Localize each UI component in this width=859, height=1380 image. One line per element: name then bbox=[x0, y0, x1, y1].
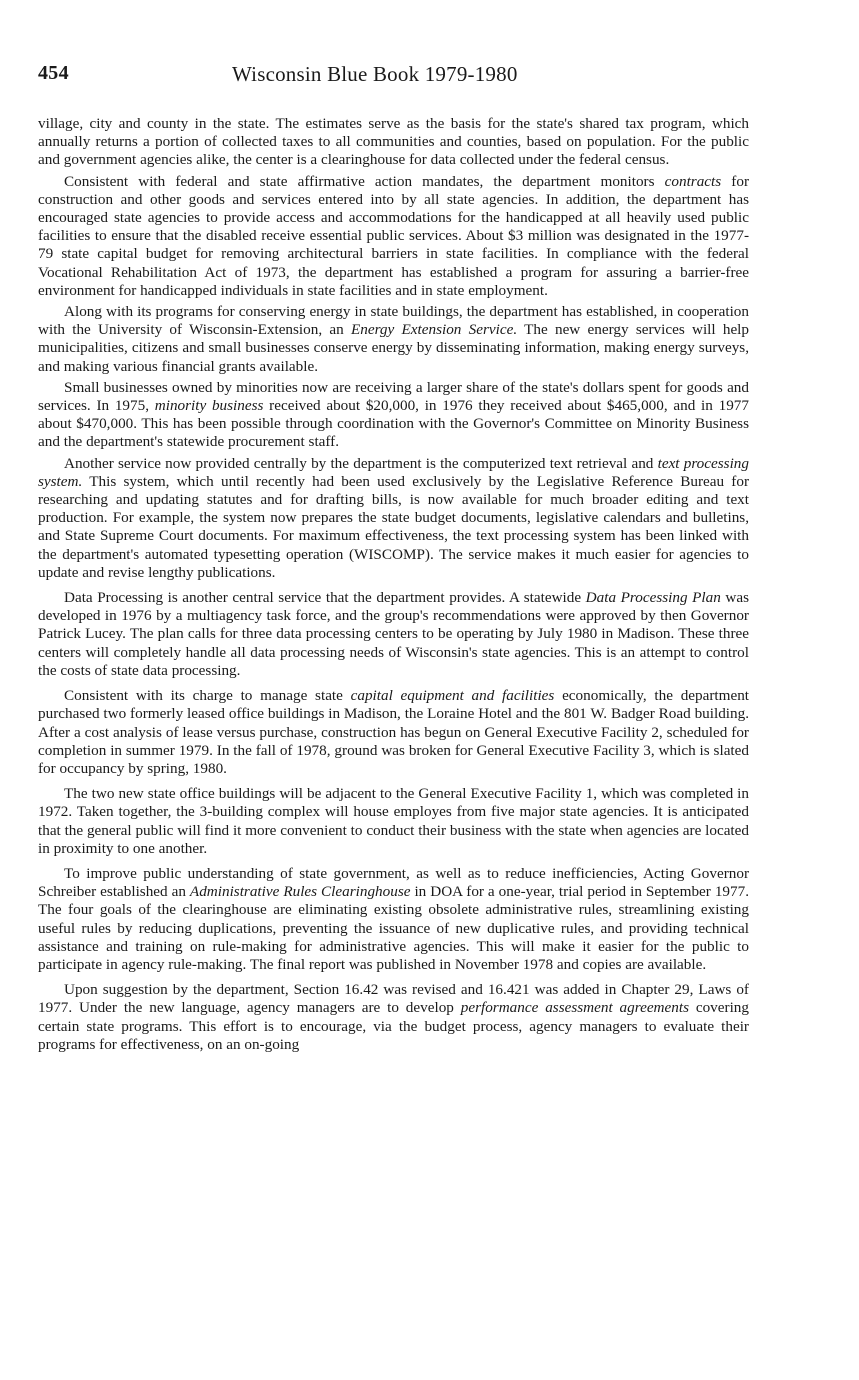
page-number: 454 bbox=[38, 62, 69, 84]
text-run: The new energy services will help municipalities, citizens and small businesses conserve energy by disseminating information, making energy surveys, and making various financial grants available. bbox=[38, 321, 749, 375]
text-run: was developed in 1976 by a multiagency task force, and the group's recommendations were approved by then Governor Patrick Lucey. The plan calls for three data processing centers to be operating by July 1980 in Madison. These three centers will completely handle all data processing needs of Wisconsin's state agencies. This is an attempt to control the costs of state data processing. bbox=[38, 589, 749, 679]
text-run: Another service now provided centrally by the department is the computerized text retrieval and bbox=[64, 454, 658, 472]
paragraph bbox=[38, 379, 749, 452]
text-run: To improve public understanding of state government, as well as to reduce inefficiencies, Acting Governor Schreiber established an bbox=[38, 864, 749, 901]
text-run: Small businesses owned by minorities now are receiving a larger share of the state's dollars spent for goods and services. In 1975, bbox=[38, 378, 749, 415]
running-title: Wisconsin Blue Book 1979-1980 bbox=[232, 62, 518, 86]
page-header bbox=[38, 62, 758, 90]
italic-term: performance assessment agreements bbox=[460, 999, 689, 1017]
paragraph bbox=[38, 865, 749, 974]
paragraph bbox=[38, 687, 749, 778]
paragraph bbox=[38, 303, 749, 376]
text-run: This system, which until recently had been used exclusively by the Legislative Reference Bureau for researching and updating statutes and for drafting bills, is now available for much broader editing and text production. For example, the system now prepares the state budget documents, legislative calendars and bulletins, and State Supreme Court documents. For maximum effectiveness, the text processing system has been linked with the department's automated typesetting operation (WISCOMP). The service makes it much easier for agencies to update and revise lengthy publications. bbox=[38, 472, 749, 581]
text-run: economically, the department purchased two formerly leased office buildings in Madison, the Loraine Hotel and the 801 W. Badger Road building. After a cost analysis of lease versus purchase, construction has begun on General Executive Facility 2, scheduled for completion in summer 1979. In the fall of 1978, ground was broken for General Executive Facility 3, which is slated for occupancy by spring, 1980. bbox=[38, 687, 750, 777]
text-run: for construction and other goods and services entered into by all state agencies. In addition, the department has encouraged state agencies to provide access and accommodations for the handicapped at all heavily used public facilities to ensure that the disabled receive essential public services. About $3 million was designated in the 1977-79 state capital budget for removing architectural barriers in state facilities. In compliance with the federal Vocational Rehabilitation Act of 1973, the department has established a program for assuring a barrier-free environment for handicapped individuals in state facilities and in state employment. bbox=[38, 172, 749, 299]
italic-term: Administrative Rules Clearinghouse bbox=[189, 883, 411, 901]
paragraph bbox=[38, 589, 749, 680]
paragraph bbox=[38, 981, 749, 1054]
italic-term: contracts bbox=[664, 172, 722, 190]
text-run: The two new state office buildings will be adjacent to the General Executive Facility 1, which was completed in 1972. Taken together, the 3-building complex will house employes from five major state agencies. It is anticipated that the general public will find it more convenient to conduct their business with the state when agencies are located in proximity to one another. bbox=[38, 785, 749, 857]
paragraph bbox=[38, 785, 749, 858]
text-run: Data Processing is another central service that the department provides. A statewide bbox=[64, 589, 586, 607]
text-run: in DOA for a one-year, trial period in September 1977. The four goals of the clearinghouse are eliminating existing obsolete administrative rules, streamlining existing useful rules by reducing duplications, preventing the issuance of new duplicative rules, and providing technical assistance and training on rule-making for administrative agencies. This will make it easier for the public to participate in agency rule-making. The final report was published in November 1978 and copies are available. bbox=[38, 883, 749, 973]
text-run: Along with its programs for conserving energy in state buildings, the department has established, in cooperation with the University of Wisconsin-Extension, an bbox=[38, 303, 749, 339]
body-text bbox=[38, 115, 749, 1057]
italic-term: text processing system. bbox=[38, 454, 749, 490]
text-run: covering certain state programs. This effort is to encourage, via the budget process, agency managers to evaluate their programs for effectiveness, on an on-going bbox=[38, 999, 749, 1053]
italic-term: minority business bbox=[154, 397, 264, 415]
paragraph bbox=[38, 455, 749, 582]
text-run: Upon suggestion by the department, Section 16.42 was revised and 16.421 was added in Chapter 29, Laws of 1977. Under the new language, agency managers are to develop bbox=[38, 981, 749, 1017]
text-run: Consistent with federal and state affirmative action mandates, the department monitors bbox=[64, 172, 665, 190]
paragraph bbox=[38, 115, 749, 170]
italic-term: Energy Extension Service. bbox=[350, 321, 518, 339]
text-run: village, city and county in the state. The estimates serve as the basis for the state's shared tax program, which annually returns a portion of collected taxes to all communities and counties, based on population. For the public and government agencies alike, the center is a clearinghouse for data collected under the federal census. bbox=[38, 115, 749, 169]
italic-term: capital equipment and facilities bbox=[350, 687, 555, 705]
text-run: received about $20,000, in 1976 they received about $465,000, and in 1977 about $470,000. This has been possible through coordination with the Governor's Committee on Minority Business and the department's statewide procurement staff. bbox=[38, 397, 749, 451]
italic-term: Data Processing Plan bbox=[585, 589, 721, 607]
text-run: Consistent with its charge to manage state bbox=[64, 687, 351, 705]
paragraph bbox=[38, 173, 749, 300]
